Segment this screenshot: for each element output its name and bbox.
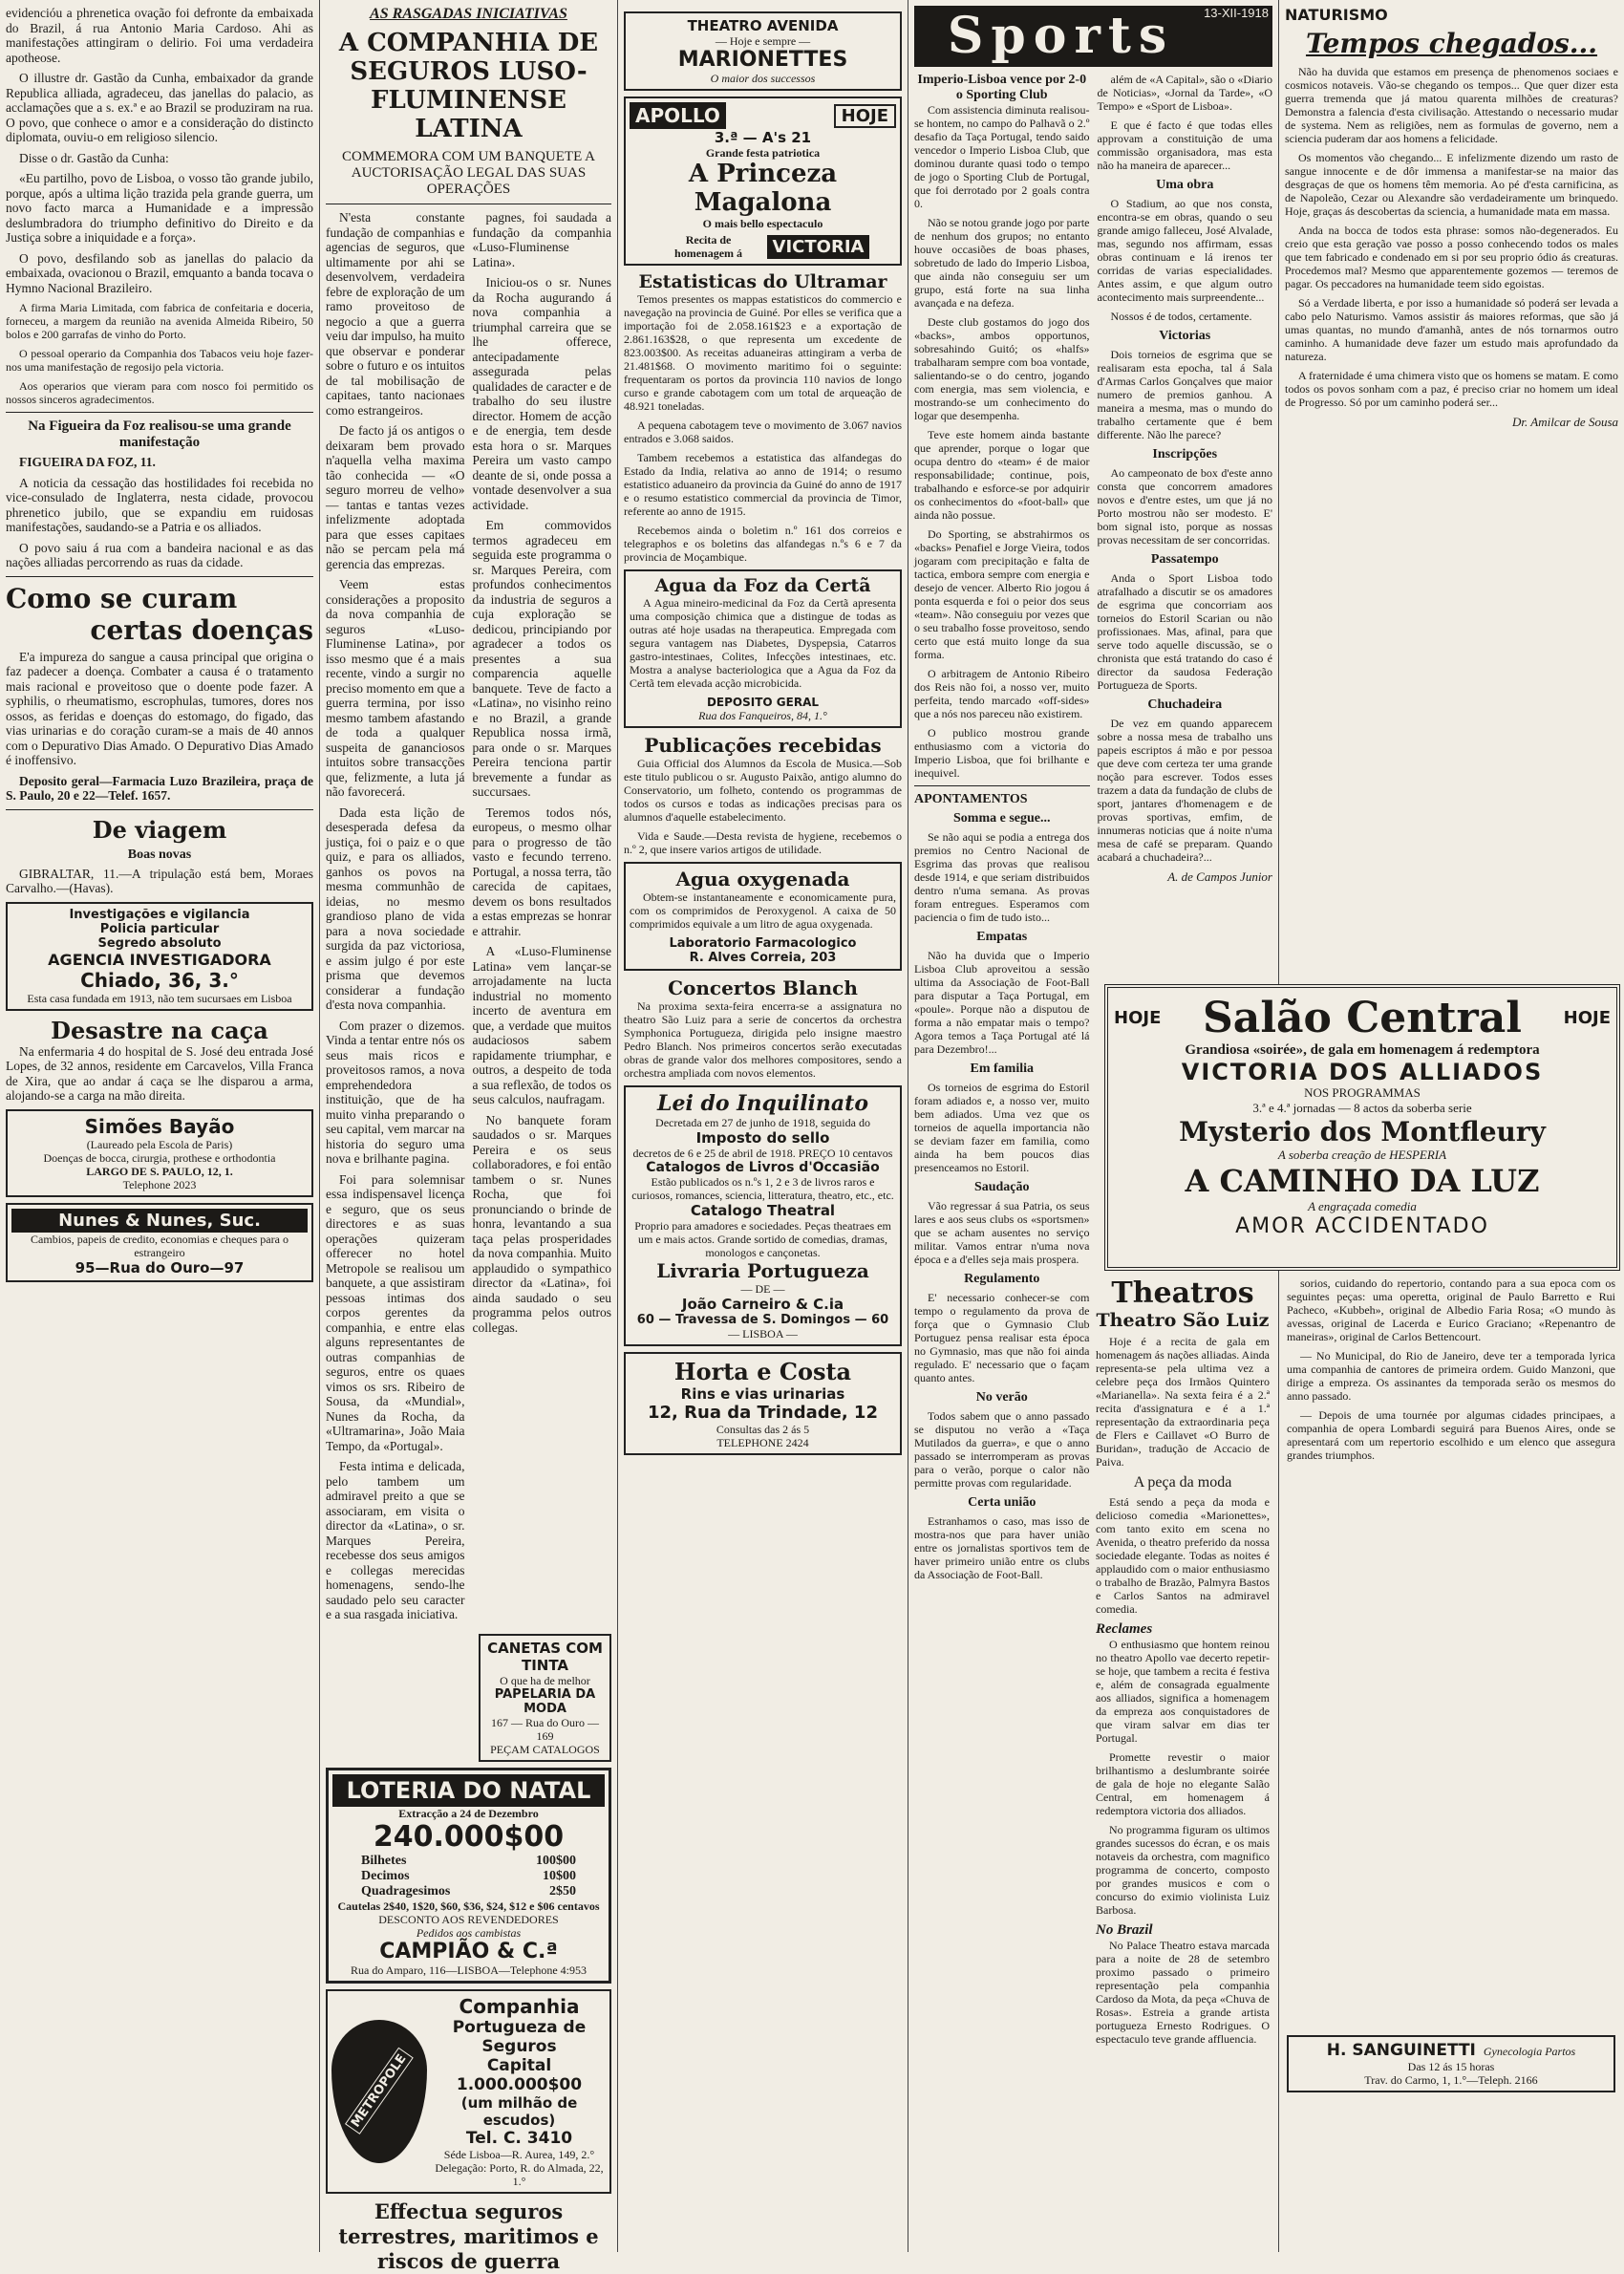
paragraph: Ao campeonato de box d'este anno consta que concorrem amadores novos e d'entre estes, um que já no Porto mostrou não ser modesto. E' bom signal isto, porque as nossas provas necessitam de ser concorridas. xyxy=(1097,466,1272,547)
paragraph: A pequena cabotagem teve o movimento de 3.067 navios entrados e 3.068 saidos. xyxy=(624,418,902,445)
apollo-name: APOLLO xyxy=(630,102,726,129)
loteria-price-row xyxy=(332,1869,605,1884)
divider xyxy=(914,785,1090,786)
ad-line: Rua dos Fanqueiros, 84, 1.° xyxy=(698,709,827,722)
paragraph: O Stadium, ao que nos consta, encontra-se em obras, quando o seu grande amigo falleceu, José Alvalade, mas, segundo nos affirmam, essas obras continuam e lá irenos ter corridas de varias especialidades. Antes assim, e que algum outro acontecimento mais surpreendente... xyxy=(1097,197,1272,304)
ad-line: — DE — xyxy=(740,1282,785,1296)
theatros-right xyxy=(1283,1276,1619,2252)
paragraph: Iniciou-os o sr. Nunes da Rocha augurando á nova companhia a triumphal carreira que se lhe offerece, antecipadamente assegurada pelas qualidades de caracter e de trabalho do seu ilustre director. Homem de acção e de energia, tem desde esta hora o sr. Marques Pereira um vasto campo deante de si, onde possa a vontade desenvolver a sua actividade. xyxy=(472,275,611,512)
paragraph: Está sendo a peça da moda e delicioso comedia «Marionettes», com tanto exito em scena no Avenida, o theatro preferido da nossa sociedade elegante. Todas as noites é applaudido com o maior enthusiasmo o trabalho de Brazão, Palmyra Bastos e Carlos Santos na admiravel comedia. xyxy=(1096,1495,1270,1616)
agua-certa-ad xyxy=(624,569,902,728)
ad-line: 60 — Travessa de S. Domingos — 60 xyxy=(636,1313,889,1327)
ad-line: Telephone 2023 xyxy=(122,1177,197,1191)
hoje-badge: HOJE xyxy=(1563,1008,1611,1028)
publicacoes-headline: Publicações recebidas xyxy=(644,734,882,757)
ad-line: Séde Lisboa—R. Aurea, 149, 2.° xyxy=(443,2147,595,2161)
loteria-price-label: Decimos xyxy=(361,1868,410,1883)
paragraph: Não se notou grande jogo por parte de nenhum dos grupos; no entanto houve occasiões de boas phases, sobretudo de lado do Imperio Lisboa, que ainda não conseguiu ser um grupo, está forte na sua linha avançada e na defeza. xyxy=(914,216,1090,310)
ad-line: Agua da Foz da Certã xyxy=(654,575,871,596)
ad-line: 3.ª — A's 21 xyxy=(714,129,812,146)
sports-banner xyxy=(914,6,1272,67)
subhead: Em familia xyxy=(970,1062,1034,1076)
ad-line: Catalogos de Livros d'Occasião xyxy=(646,1160,880,1175)
paragraph: Os momentos vão chegando... E infelizmente dizendo um rasto de sangue innocente e de dôr immensa a manifestar-se na maior das desgraças de que os homens têm memoria. Ao pé d'esta carnificina, as de Napoleão, Cezar ou Alexandre são verdadeiramente um brinquedo. Hoje, graças ás descobertas da sciencia, a humanidade mata em massa. xyxy=(1285,151,1618,218)
ad-line: Horta e Costa xyxy=(673,1358,852,1385)
ad-text: A Agua mineiro-medicinal da Foz da Certã apresenta uma composição chimica que a distingue de todas as outras até hoje usadas na therapeutica. Empregada com segura vantagem nas Diabetes, Dyspepsia, Catarros gastro-intestinaes, Colites, Infecções intestinaes, etc. Mostra a analyse bacteriologica que a Agua da Foz da Certã tem elevada acção microbicida. xyxy=(630,596,896,690)
ad-line: (Laureado pela Escola de Paris) xyxy=(86,1137,233,1151)
ad-line: 167 — Rua do Ouro — 169 xyxy=(491,1715,599,1743)
ad-line: CANETAS COM TINTA xyxy=(487,1639,603,1674)
paragraph: A firma Maria Limitada, com fabrica de confeitaria e doceria, forneceu, a margem da reunião na avenida Almeida Ribeiro, 50 bolos e 200 garrafas de vinho do Porto. xyxy=(6,301,313,341)
ad-line: A CAMINHO DA LUZ xyxy=(1185,1163,1540,1199)
paragraph: Todos sabem que o anno passado se disputou no verão a «Taça Mutilados da guerra», e que o anno passado se interromperam as provas para o verão, porque o calor não permitte provas com regularidade. xyxy=(914,1409,1090,1490)
ad-line: Trav. do Carmo, 1, 1.°—Teleph. 2166 xyxy=(1364,2073,1538,2087)
paragraph: O povo, desfilando sob as janellas do palacio da embaixada, ovacionou o Brazil, emquanto a banda tocava o Hymno Nacional Brazileiro. xyxy=(6,250,313,295)
ad-line: Mysterio dos Montfleury xyxy=(1179,1116,1546,1148)
naturismo-kicker: NATURISMO xyxy=(1285,6,1388,24)
ad-text: Obtem-se instantaneamente e economicamente pura, com os comprimidos de Peroxygenol. A caixa de 50 comprimidos equivale a um litro de agua oxygenada. xyxy=(630,890,896,931)
match-headline: Imperio-Lisboa vence por 2-0 o Sporting Club xyxy=(917,73,1087,102)
ad-line: A Princeza Magalona xyxy=(688,160,838,217)
desastre-headline: Desastre na caça xyxy=(51,1016,268,1044)
paragraph: O arbitragem de Antonio Ribeiro dos Reis não foi, a nosso ver, muito perfeita, tendo marcado «off-sides» que a nós nos pareceu não existirem. xyxy=(914,667,1090,720)
ad-line: VICTORIA xyxy=(767,235,870,259)
paragraph: Em commovidos termos agradeceu em seguida este programma o sr. Marques Pereira, com profundos conhecimentos da industria de seguros a cuja exploração se dedicou, principiando por agradecer a todos os presentes a sua comparencia aquelle banquete. Teve de facto a «Latina», no visinho reino e no Brazil, a grande Republica nossa irmã, para onde o sr. Marques Pereira tenciona partir brevemente a fundar as succursaes. xyxy=(472,518,611,799)
agencia-ad xyxy=(6,902,313,1011)
paragraph: Veem estas considerações a proposito da nova companhia de seguros «Luso-Fluminense Latina», por isso mesmo que é a mais recente, vindo a surgir no preciso momento em que a guerra termina, por isso mesmo tambem afastando de toda a qualquer suspeita de gananciosos intuitos sobre transacções que, felizmente, a luta já não favorecerá. xyxy=(326,577,465,799)
ad-line: Capital 1.000.000$00 xyxy=(456,2055,583,2094)
ad-line: Chiado, 36, 3.° xyxy=(80,968,239,992)
paragraph: Os torneios de esgrima do Estoril foram adiados e, a nosso ver, muito bem adiados. Uma vez que os torneios de aquella importancia não se deviam fazer em familia, como ainda ha bem poucos dias presenceamos no Estoril. xyxy=(914,1081,1090,1174)
paragraph: O enthusiasmo que hontem reinou no theatro Apollo vae decerto repetir-se hoje, que tambem a recita é festiva e, além de consagrada egualmente aos alliados, significa a homenagem da empreza aos conquistadores de que viram salvar em dias ter Portugal. xyxy=(1096,1638,1270,1745)
estatisticas-headline: Estatisticas do Ultramar xyxy=(638,271,887,292)
ad-line: (um milhão de escudos) xyxy=(460,2093,578,2129)
paragraph: De vez em quando apparecem sobre a nossa mesa de trabalho uns papeis escriptos á mão e por pessoa que deve com certeza ter uma grande noção para escrever. Todos esses trazem a data da fundação de clubs de sport, jantares d'homenagem e de provas sportivas, emfim, de innumeras noticias que á noite n'uma mesa de café se preparam. Quando acabará a chuchadeira?... xyxy=(1097,717,1272,864)
main-headline: A COMPANHIA DE SEGUROS LUSO-FLUMINENSE LATINA xyxy=(338,29,599,143)
paragraph: Festa intima e delicada, pelo tambem um admiravel preito a que se associaram, em visita o director da «Latina», o sr. Marques Pereira, recebesse dos seus amigos e collegas merecidas homenagens, sendo-lhe saudado pelo seu caracter e a sua rasgada iniciativa. xyxy=(326,1459,465,1621)
ad-line: Agua oxygenada xyxy=(675,868,850,890)
subhead: No Brazil xyxy=(1096,1922,1153,1938)
viagem-headline: De viagem xyxy=(92,815,227,844)
paragraph: N'esta constante fundação de companhias e agencias de seguros, que ultimamente por ahi se desenvolvem, verdadeira febre de exploração de um ramo proveitoso de negocio a que a guerra veiu dar impulso, ha muito que observar e ponderar sobre o futuro e os intuitos de tal mobilisação de capitaes, tanto nacionaes como estrangeiros. xyxy=(326,210,465,418)
ad-line: Rins e vias urinarias xyxy=(680,1385,845,1403)
ad-line: LOTERIA DO NATAL xyxy=(332,1774,605,1807)
column-1 xyxy=(0,0,319,2252)
author: Dr. Amilcar de Sousa xyxy=(1512,415,1618,429)
canetas-ad xyxy=(479,1634,611,1762)
column-3 xyxy=(618,0,908,2252)
ad-line: Catalogo Theatral xyxy=(690,1202,836,1219)
theatro-avenida-ad xyxy=(624,11,902,91)
paragraph: O publico mostrou grande enthusiasmo com a victoria do Imperio Lisboa, que foi brilhante e inequivel. xyxy=(914,726,1090,780)
ad-line: Proprio para amadores e sociedades. Peças theatraes em um e mais actos. Grande sortido de comedias, dramas, monologos e cançonetas. xyxy=(634,1219,891,1259)
paragraph: pagnes, foi saudada a fundação da companhia «Luso-Fluminense Latina». xyxy=(472,210,611,269)
paragraph: Estranhamos o caso, mas isso de mostra-nos que para haver união entre os jornalistas sportivos tem de haver primeiro união entre os clubs da Associação de Foot-Ball. xyxy=(914,1514,1090,1581)
paragraph: sorios, cuidando do repertorio, contando para a sua epoca com os seguintes peças: uma operetta, original de Paulo Barretto e Rui Pacheco, «Kubbeh», original de Albedio Faria Rosa; «O mundo às avessas, original de Lacerda e Eurico Graciano; «Repenantro de maneiras», original de Carlos Bettencourt. xyxy=(1287,1276,1615,1343)
ad-line: DESCONTO AOS REVENDEDORES xyxy=(378,1912,559,1926)
sports-title: Sports xyxy=(947,7,1175,65)
paragraph: Na enfermaria 4 do hospital de S. José deu entrada José Lopes, de 32 annos, residente em Carcavelos, Villa Franca de Xira, que ao andar á caça se lhe disparou a arma, alojando-se a carga na mão direita. xyxy=(6,1043,313,1103)
agua-oxygenada-ad xyxy=(624,862,902,971)
hoje-badge: HOJE xyxy=(834,104,896,128)
column-2 xyxy=(320,0,617,2273)
subhead: Empatas xyxy=(976,930,1028,944)
paragraph: Hoje é a recita de gala em homenagem ás nações alliadas. Ainda representa-se pela ultima vez a celebre peça dos Irmãos Quintero «Marianella». Na sexta feira é a 2.ª recita d'assignatura e é a 1.ª representação da extraordinaria peça de Flers e Caillavet «O Burro de Buridan», tradução de Accacio de Paiva. xyxy=(1096,1335,1270,1469)
paragraph: No banquete foram saudados o sr. Marques Pereira e os seus collaboradores, e foi então tambem o sr. Nunes Rocha, que foi pronunciando o brinde de honra, levantando a sua taça pelas prosperidades da nova companhia. Muito applaudido o sympathico director da «Latina», foi ainda saudado o seu programma pelos outros collegas. xyxy=(472,1112,611,1335)
paragraph: No programma figuram os ultimos grandes sucessos do écran, e os mais notaveis da orchestra, com magnifico programma de concerto, composto por grandes musicos e com o concurso do eximio violinista Luiz Barbosa. xyxy=(1096,1823,1270,1917)
apontamentos-headline: APONTAMENTOS xyxy=(914,792,1028,806)
ad-line: THEATRO AVENIDA xyxy=(687,17,839,34)
paragraph: A fraternidade é uma chimera visto que os homens se matam. E como todos os povos sonham com a paz, é preciso criar no homem um ideal de Progresso. Só por um caminho poderá ser... xyxy=(1285,369,1618,409)
naturismo-headline: Tempos chegados... xyxy=(1305,28,1598,59)
paragraph: Tambem recebemos a estatistica das alfandegas do Estado da India, relativa ao anno de 1914; o resumo estatistico aduaneiro da provincia da Guiné do anno de 1917 e o resumo estatistico commercial da provincia de Timor, referente ao anno de 1915. xyxy=(624,451,902,518)
salao-title: Salão Central xyxy=(1203,994,1522,1042)
ad-line: PEÇAM CATALOGOS xyxy=(490,1742,600,1756)
page-date: 13-XII-1918 xyxy=(1204,6,1269,20)
ad-line: TELEPHONE 2424 xyxy=(716,1436,809,1449)
subhead: Passatempo xyxy=(1150,552,1219,567)
ad-line: CAMPIÃO & C.ª xyxy=(379,1939,558,1963)
subhead: Certa união xyxy=(968,1495,1036,1510)
apollo-ad xyxy=(624,97,902,266)
loteria-prices xyxy=(332,1854,605,1899)
paragraph: O povo saiu á rua com a bandeira nacional e as das nações alliadas percorrendo as ruas da cidade. xyxy=(6,540,313,569)
paragraph: Na proxima sexta-feira encerra-se a assignatura no theatro São Luiz para a serie de concertos da orchestra Symphonica Portugueza, dirigida pelo insigne maestro Pedro Blanch. Nos primeiros concertos serão executadas obras de grande valor dos melhores compositores, sendo a orchestra ampliada com novos elementos. xyxy=(624,999,902,1080)
sub-headline: COMMEMORA COM UM BANQUETE A AUCTORISAÇÃO LEGAL DAS SUAS OPERAÇÕES xyxy=(341,149,596,197)
ad-line: NOS PROGRAMMAS xyxy=(1304,1085,1421,1100)
ad-line: Decretada em 27 de junho de 1918, seguida do xyxy=(655,1116,870,1129)
metropole-tagline: Effectua seguros terrestres, maritimos e riscos de guerra xyxy=(338,2199,599,2273)
paragraph: Teve este homem ainda bastante que aprender, porque o logar que ocupa dentro do «team» é de maior responsabilidade; continue, pois, trabalhando e esforce-se por adquirir os conhecimentos do «foot-ball» que ainda não possue. xyxy=(914,428,1090,522)
subhead: Inscripções xyxy=(1152,447,1218,461)
cure-headline-1: Como se curam xyxy=(6,582,238,614)
loteria-price-value: 10$00 xyxy=(543,1868,576,1883)
paragraph: De facto já os antigos o deixaram bem provado n'aquella velha maxima tão conhecida — «O seguro morreu de velho» — tantas e tantas vezes infelizmente adoptada para que esses capitaes não se percam pela má gerencia das emprezas. xyxy=(326,423,465,571)
paragraph: Temos presentes os mappas estatisticos do commercio e navegação na provincia de Guiné. Por elles se verifica que a importação foi de 2.058.161$23 e a exportação de 2.861.163$28, o que representa um excedente de 823.003$00. As receitas aduaneiras attingiram a verba de 21.481$68. O movimento maritimo foi o seguinte: frequentaram os portos da provincia 110 navios de longo curso e grande cabotagem com um total de arqueação de 48.921 toneladas. xyxy=(624,292,902,413)
ad-line: Cautelas 2$40, 1$20, $60, $36, $24, $12 e $06 centavos xyxy=(337,1899,600,1913)
saoluiz-headline: Theatro São Luiz xyxy=(1096,1310,1270,1331)
paragraph: Não ha duvida que estamos em presença de phenomenos sociaes e cosmicos notaveis. Vão-se chegando os tempos... Que quer dizer esta guerra tremenda que já matou quarenta milhões de creaturas? Demonstra a falencia d'esta civilisação. Attestando o necessario mudar de systema. Nem as religiões, nem as formulas de governo, nem a sciencia puderam dar aos homens a felicidade. xyxy=(1285,65,1618,145)
ad-line: 95—Rua do Ouro—97 xyxy=(75,1258,245,1276)
concertos-headline: Concertos Blanch xyxy=(668,976,858,999)
author: A. de Campos Junior xyxy=(1167,869,1272,884)
ad-line: 3.ª e 4.ª jornadas — 8 actos da soberba serie xyxy=(1252,1101,1472,1115)
ad-line: Livraria Portugueza xyxy=(656,1259,869,1282)
ad-line: AGENCIA INVESTIGADORA xyxy=(48,950,271,969)
loteria-price-value: 2$50 xyxy=(549,1883,576,1899)
ad-line: DEPOSITO GERAL xyxy=(706,696,820,709)
paragraph: Foi para solemnisar essa indispensavel licença e seguro, que os seus directores e as suas operações quizeram offerecer no hotel Metropole se realisou um banquete, a que assistiram pessoas intimas dos corpos gerentes da companhia, e entre elas alguns representantes de outras companhias de seguros, entre os quaes vimos os srs. Ribeiro de Sousa, da «Mundial», Nunes da Rocha, da «Ultramarina», João Maia Tempo, da «Portugal». xyxy=(326,1171,465,1453)
metropole-ad xyxy=(326,1989,611,2194)
simoes-ad xyxy=(6,1109,313,1197)
ad-line: Investigações e vigilancia xyxy=(69,907,250,922)
paragraph: Com assistencia diminuta realisou-se hontem, no campo do Palhavã o 2.º desafio da Taça Portugal, tendo saido vencedor o Imperio Lisboa Club, que dominou durante quasi todo o tempo de jogo o Sporting Club de Portugal, que foi derrotado por 2 goals contra 0. xyxy=(914,103,1090,210)
loteria-price-label: Bilhetes xyxy=(361,1853,407,1868)
paragraph: O pessoal operario da Companhia dos Tabacos veiu hoje fazer-nos uma manifestação de regosijo pela victoria. xyxy=(6,347,313,374)
ad-line: Companhia xyxy=(459,1994,580,2018)
ad-line: 240.000$00 xyxy=(373,1819,565,1854)
hoje-badge: HOJE xyxy=(1114,1008,1162,1028)
ad-line: Extracção a 24 de Dezembro xyxy=(398,1806,539,1820)
ad-line: — Hoje e sempre — xyxy=(715,34,811,48)
ad-line: Consultas das 2 ás 5 xyxy=(716,1423,810,1436)
deposito: Deposito geral—Farmacia Luzo Brazileira, praça de S. Paulo, 20 e 22—Telef. 1657. xyxy=(6,773,313,803)
ad-line: Tel. C. 3410 xyxy=(465,2128,573,2148)
paragraph: GIBRALTAR, 11.—A tripulação está bem, Moraes Carvalho.—(Havas). xyxy=(6,866,313,895)
subhead: Saudação xyxy=(973,1180,1030,1194)
paragraph: além de «A Capital», são o «Diario de Noticias», «Jornal da Tarde», «O Tempo» e «Sport de Lisboa». xyxy=(1097,73,1272,113)
divider xyxy=(6,412,313,413)
dateline: FIGUEIRA DA FOZ, 11. xyxy=(19,455,156,469)
ad-line: LARGO DE S. PAULO, 12, 1. xyxy=(86,1164,233,1178)
loteria-price-label: Quadragesimos xyxy=(361,1883,451,1899)
paragraph: Guia Official dos Alumnos da Escola de Musica.—Sob este titulo publicou o sr. Augusto Paixão, antigo alumno do Conservatorio, um folheto, contendo os programmas de todos os cursos e todas as indicações precisas para os alumnos d'aquelle estabelecimento. xyxy=(624,757,902,824)
paragraph: A «Luso-Fluminense Latina» vem lançar-se arrojadamente na lucta industrial no momento incerto de aventura em que, a verdade que muitos audaciosos sabem rapidamente triumphar, e outros, a despeito de toda a sua reflexão, de todos os seus calculos, naufragam. xyxy=(472,944,611,1106)
ad-line: Grandiosa «soirée», de gala em homenagem á redemptora xyxy=(1185,1042,1540,1058)
ad-line: Delegação: Porto, R. do Almada, 22, 1.° xyxy=(435,2160,604,2188)
ad-line: Segredo absoluto xyxy=(97,935,222,951)
paragraph: Aos operarios que vieram para com nosco foi permitido os nossos sinceros agradecimentos. xyxy=(6,379,313,406)
paragraph: Só a Verdade liberta, e por isso a humanidade só poderá ser levada a cabo pelo Naturismo. Vamos assistir ás maiores reformas, que são já umas quantas, no mundo d'amanhã, antes de nós tornarmos outro caminho. A humanidade deve fazer um estudo mais aprofundado da natureza. xyxy=(1285,296,1618,363)
paragraph: Do Sporting, se abstrahirmos os «backs» Penafiel e Jorge Vieira, todos jogaram com precipitação e falta de tactica, embora sempre com energia e desejo de vencer. Alberto Rio jogou á ponta esquerda e foi o peior dos seus «team». Não conseguiu por vezes que o seu trabalho fosse proveitoso, sendo certo que está muito longe da sua forma. xyxy=(914,527,1090,661)
quote: «Eu partilho, povo de Lisboa, o vosso tão grande jubilo, porque, após a ultima lição trazida pela grande guerra, um novo facto marca a Humanidade e a impressão deslumbradora do triumpho definitivo do Direito e da Justiça sobre a iniquidade e a força». xyxy=(6,171,313,245)
ad-line: Laboratorio Farmacologico xyxy=(669,936,857,951)
ad-line: Portugueza de Seguros xyxy=(452,2017,587,2056)
ad-line: 12, Rua da Trindade, 12 xyxy=(648,1403,878,1423)
loteria-price-value: 100$00 xyxy=(536,1853,576,1868)
loteria-ad xyxy=(326,1768,611,1984)
paragraph: Se não aqui se podia a entrega dos premios no Centro Nacional de Esgrima das provas que realisou desde 1914, e que seriam distribuidos dentro n'uma semana. As provas foram entregues. Esperamos com paciencia o fim de tudo isto... xyxy=(914,830,1090,924)
ad-line: Cambios, papeis de credito, economias e cheques para o estrangeiro xyxy=(31,1232,288,1259)
paragraph: — Depois de uma tournée por algumas cidades principaes, a companhia de opera Lombardi seguirá para Buenos Aires, onde se apresentará com um repertorio escolhido e um elenco que assegura grandes triumphos. xyxy=(1287,1408,1615,1462)
cure-headline-2: certas doenças xyxy=(90,613,313,646)
ad-line: Gynecologia Partos xyxy=(1483,2045,1576,2058)
paragraph: A noticia da cessação das hostilidades foi recebida no vice-consulado de Inglaterra, nesta cidade, provocou phrenetico jubilo, que se expandiu em ruidosas manifestações, saudando-se a Patria e os alliados. xyxy=(6,475,313,534)
paragraph: Nossos é de todos, certamente. xyxy=(1110,310,1252,323)
loteria-price-row xyxy=(332,1884,605,1899)
paragraph: E que é facto é que todas elles approvam a constituição de uma commissão organisadora, mas esta não ha maneira de aparecer... xyxy=(1097,118,1272,172)
livraria-ad xyxy=(624,1085,902,1346)
paragraph: O illustre dr. Gastão da Cunha, embaixador da grande Republica alliada, agradeceu, das janellas do palacio, as acclamações que a s. ex.ª e ao Brazil se produziram na rua. O povo, que conhece o amor e a consideração do distincto diplomata, ouviu-o em religioso silencio. xyxy=(6,71,313,144)
paragraph: Dois torneios de esgrima que se realisaram esta epocha, tal á Sala d'Armas Carlos Gonçalves que maior numero de premios ganhou. A maneira a mesma, mas o mundo do trabalho certamente que é bem differente. Não lhe parece? xyxy=(1097,348,1272,441)
paragraph: Disse o dr. Gastão da Cunha: xyxy=(19,150,169,165)
theatros-left xyxy=(1092,1276,1273,2252)
ad-line: Imposto do sello xyxy=(695,1129,830,1147)
ad-line: PAPELARIA DA MODA xyxy=(494,1686,596,1716)
subhead: Somma e segue... xyxy=(953,811,1051,826)
subhead: A peça da moda xyxy=(1133,1474,1232,1491)
paragraph: Não ha duvida que o Imperio Lisboa Club aproveitou a sessão ultima da Associação de Foot-Ball para disputar a Taça Portugal, em «poule». Porque não a disputou de forma a não empatar mais o tempo? Agora temos a Taça Portugal até lá para Dezembro!... xyxy=(914,949,1090,1056)
badge-text: METROPOLE xyxy=(345,2048,413,2135)
ad-line: AMOR ACCIDENTADO xyxy=(1235,1214,1489,1238)
ad-line: O mais bello espectaculo xyxy=(702,217,823,230)
ad-line: Rua do Amparo, 116—LISBOA—Telephone 4:953 xyxy=(350,1963,588,1977)
loteria-price-row xyxy=(332,1854,605,1869)
paragraph: Dada esta lição de desesperada defesa da justiça, foi o paiz e o que quiz, e para os alliados, ganhos os povos na mesma communhão de ideias, no mesmo grandioso plano de vida para a nova sociedade surgida da paz victoriosa, e assim julgo é por este prisma que devemos considerar a fundação d'esta nova companhia. xyxy=(326,804,465,1012)
ad-line: Grande festa patriotica xyxy=(705,146,821,160)
ad-line: O maior dos successos xyxy=(710,72,816,85)
divider xyxy=(6,809,313,810)
ad-line: Esta casa fundada em 1913, não tem sucursaes em Lisboa xyxy=(27,991,292,1005)
ad-line: Recita de homenagem á xyxy=(674,233,743,260)
ad-line: VICTORIA DOS ALLIADOS xyxy=(1181,1059,1544,1085)
paragraph: Anda o Sport Lisboa todo atrafalhado a discutir se os amadores de esgrima que concorriam aos torneios do Estoril Scarian ou não profissionaes. Mas, afinal, para que serve todo aquelle discussão, se o chronista que está tratando do caso é director da saudosa Federação Portugueza de Sports. xyxy=(1097,571,1272,692)
horta-costa-ad xyxy=(624,1352,902,1455)
theatros-headline: Theatros xyxy=(1111,1276,1254,1310)
salao-central-ad xyxy=(1104,984,1620,1271)
ad-line: João Carneiro & C.ia xyxy=(681,1296,844,1313)
subhead: Boas novas xyxy=(127,847,192,862)
paragraph: Vão regressar á sua Patria, os seus lares e aos seus clubs os «sportsmen» que se acham ausentes no serviço militar. Vamos entrar n'uma nova época e a d'elles seja mais prospera. xyxy=(914,1199,1090,1266)
ad-line: A engraçada comedia xyxy=(1308,1199,1417,1213)
kicker: AS RASGADAS INICIATIVAS xyxy=(370,6,567,22)
divider xyxy=(6,576,313,577)
ad-line: Pedidos aos cambistas xyxy=(416,1925,522,1940)
ad-line: Das 12 ás 15 horas xyxy=(1407,2060,1495,2073)
subhead: Victorias xyxy=(1159,329,1211,343)
ad-line: decretos de 6 e 25 de abril de 1918. PREÇO 10 centavos xyxy=(632,1147,893,1160)
paragraph: E' necessario conhecer-se com tempo o regulamento da prova de força que o Gymnasio Club Portuguez pensa realisar esta época no Gymnasio, mas que não foi ainda regulado. E' necessario que o façam quanto antes. xyxy=(914,1291,1090,1384)
paragraph: Vida e Saude.—Desta revista de hygiene, recebemos o n.º 2, que insere varios artigos de utilidade. xyxy=(624,829,902,856)
subhead: Regulamento xyxy=(964,1272,1040,1286)
nunes-ad xyxy=(6,1203,313,1282)
ad-line: R. Alves Correia, 203 xyxy=(689,951,837,965)
subhead: Reclames xyxy=(1096,1621,1153,1637)
ad-line: Policia particular xyxy=(99,921,220,936)
ad-line: H. SANGUINETTI xyxy=(1326,2041,1476,2060)
ad-line: Nunes & Nunes, Suc. xyxy=(11,1209,308,1233)
figueira-headline: Na Figueira da Foz realisou-se uma grande manifestação xyxy=(28,418,291,450)
ad-line: Doenças de bocca, cirurgia, prothese e orthodontia xyxy=(43,1150,276,1165)
ad-line: Lei do Inquilinato xyxy=(656,1091,869,1116)
paragraph: Anda na bocca de todos esta phrase: somos não-degenerados. Eu creio que esta geração vae posso a posso conhecendo todos os males que tem fabricado e condenado em si por seu proprio ódio ás creaturas. Procedemos mal? Mesmo que apparentemente gozemos — teremos de pagar. Os peccadores na humanidade teem sido egoistas. xyxy=(1285,224,1618,290)
paragraph: No Palace Theatro estava marcada para a noite de 28 de setembro proximo passado o primeiro representação pela companhia Cardoso da Mota, da peça «Chuva de Rosas». Estreia a grande artista portugueza Ernesto Rodrigues. O espectaculo teve grande affluencia. xyxy=(1096,1939,1270,2046)
ad-line: O que ha de melhor xyxy=(500,1673,590,1687)
sanguinetti-ad xyxy=(1287,2035,1615,2092)
paragraph: Recebemos ainda o boletim n.º 161 dos correios e telegraphos e os boletins das alfandegas n.ºs 6 e 7 da provincia de Moçambique. xyxy=(624,524,902,564)
subhead: Chuchadeira xyxy=(1147,697,1223,712)
paragraph: Teremos todos nós, europeus, o mesmo olhar para o progresso de tão vasto e fecundo terreno. Portugal, a nossa terra, tão carecida de capitaes, devem os bons resultados a estas emprezas se honrar e attrahir. xyxy=(472,804,611,938)
ad-line: — LISBOA — xyxy=(728,1327,798,1341)
intro-text: evidencióu a phrenetica ovação foi defronte da embaixada do Brazil, á rua Antonio Maria Cardoso. Ahi as manifestações attingiram o delirio. Foi uma verdadeira apotheose. xyxy=(6,6,313,65)
paragraph: Promette revestir o maior brilhantismo a deslumbrante soirée de gala de hoje no elegante Salão Central, em homenagem á redemptora victoria dos alliados. xyxy=(1096,1750,1270,1817)
ad-line: Simões Bayão xyxy=(84,1114,235,1138)
ad-line: A soberba creação de HESPERIA xyxy=(1277,1148,1447,1162)
ad-line: MARIONETTES xyxy=(677,48,848,72)
ad-line: Estão publicados os n.ºs 1, 2 e 3 de livros raros e curiosos, romances, sciencia, litteratura, theatro, etc., etc. xyxy=(631,1175,894,1202)
column-rule xyxy=(1278,1276,1279,2252)
subhead: No verão xyxy=(975,1390,1028,1405)
subhead: Uma obra xyxy=(1156,178,1214,192)
paragraph: Deste club gostamos do jogo dos «backs», ambos opportunos, sobresahindo Guitó; os «halfs» trabalharam sempre com boa vontade, salientando-se o do centro, jogando com energia, mas sem violencia, e mostrando-se um conhecimento do logar que desempenha. xyxy=(914,315,1090,422)
metropole-shield-icon xyxy=(331,2020,427,2163)
paragraph: — No Municipal, do Rio de Janeiro, deve ter a temporada lyrica uma companhia de cantores de primeira ordem. Guido Manzoni, que dirige a empreza. Os assinantes da temporada serão os mesmos do anno passado. xyxy=(1287,1349,1615,1403)
paragraph: E'a impureza do sangue a causa principal que origina o faz padecer a doença. Combater a causa é o tratamento mais racional e proveitoso que o doente pode fazer. A syphilis, o rheumatismo, escrophulas, tumores, dores nos ossos, as feridas e doenças do estomago, do figado, das vias urinarias e do coração curam-se a mais de 40 annos com o Depurativo Dias Amado. O Depurativo Dias Amado é inoffensivo. xyxy=(6,649,313,767)
paragraph: Com prazer o dizemos. Vinda a tentar entre nós os seus mais ricos e proveitosos ramos, a nova emprehendedora instituição, que de ha muito vinha preparando o seu capital, vem marcar na historia do seguro uma nova e brilhante pagina. xyxy=(326,1018,465,1166)
